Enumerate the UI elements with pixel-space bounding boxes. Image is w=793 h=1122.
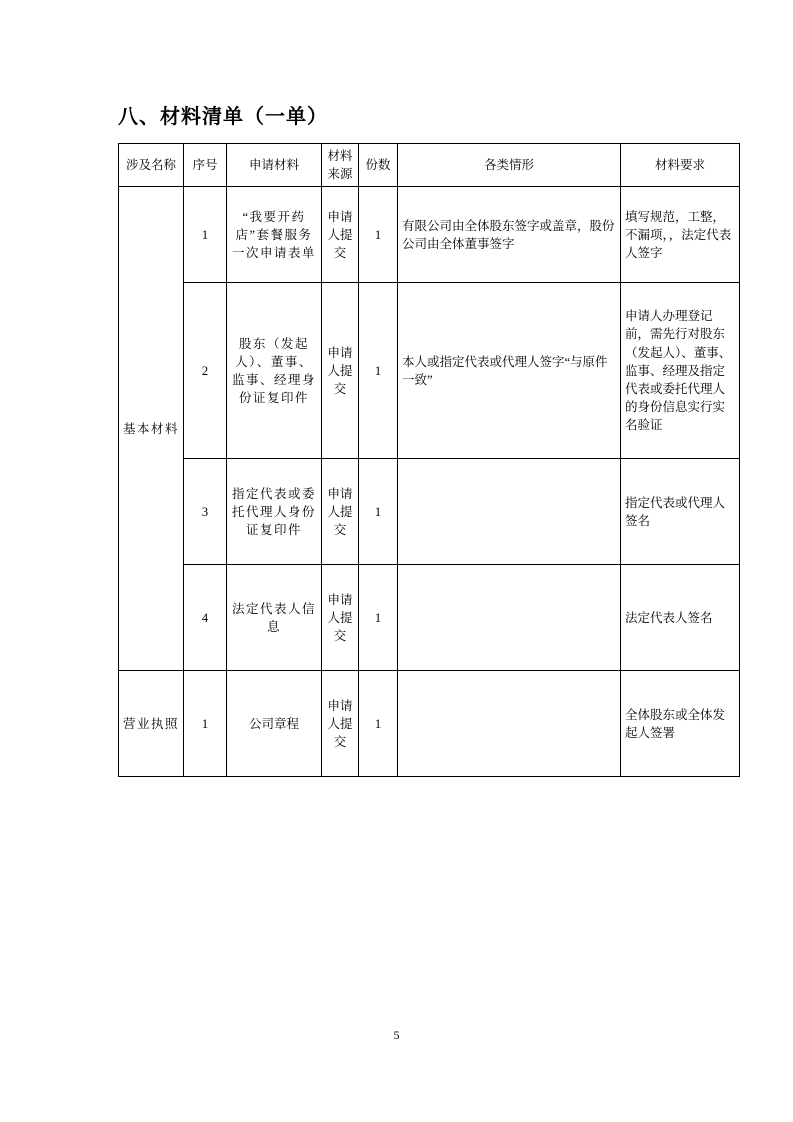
- material-list-table: [118, 143, 740, 777]
- row-cases: [398, 459, 621, 565]
- table-row: [119, 671, 740, 777]
- table-header: [119, 144, 740, 187]
- row-source: 申请人提交: [322, 671, 359, 777]
- column-header-name: 涉及名称: [119, 144, 184, 187]
- row-requirement: 全体股东或全体发起人签署: [621, 671, 740, 777]
- row-cases: [398, 565, 621, 671]
- row-cases: 本人或指定代表或代理人签字“与原件一致”: [398, 283, 621, 459]
- page-number: 5: [393, 1028, 400, 1042]
- table-row: [119, 187, 740, 283]
- column-header-cases: 各类情形: [398, 144, 621, 187]
- group-name-cell: 营业执照: [119, 671, 184, 777]
- row-requirement: 法定代表人签名: [621, 565, 740, 671]
- row-source: 申请人提交: [322, 187, 359, 283]
- row-count: 1: [359, 671, 398, 777]
- row-count: 1: [359, 283, 398, 459]
- table-row: [119, 283, 740, 459]
- row-material: 法定代表人信息: [227, 565, 322, 671]
- table-row: [119, 565, 740, 671]
- row-cases: [398, 671, 621, 777]
- column-header-source: 材料来源: [322, 144, 359, 187]
- row-cases: 有限公司由全体股东签字或盖章，股份公司由全体董事签字: [398, 187, 621, 283]
- row-count: 1: [359, 459, 398, 565]
- row-seq: 4: [184, 565, 227, 671]
- column-header-requirement: 材料要求: [621, 144, 740, 187]
- row-count: 1: [359, 187, 398, 283]
- column-header-seq: 序号: [184, 144, 227, 187]
- table-header-row: [119, 144, 740, 187]
- row-requirement: 指定代表或代理人签名: [621, 459, 740, 565]
- row-material: “我要开药店”套餐服务一次申请表单: [227, 187, 322, 283]
- group-name-cell: 基本材料: [119, 187, 184, 671]
- row-material: 指定代表或委托代理人身份证复印件: [227, 459, 322, 565]
- row-count: 1: [359, 565, 398, 671]
- row-source: 申请人提交: [322, 459, 359, 565]
- row-seq: 2: [184, 283, 227, 459]
- row-requirement: 申请人办理登记前，需先行对股东（发起人）、董事、监事、经理及指定代表或委托代理人的身份信息实行实名验证: [621, 283, 740, 459]
- row-source: 申请人提交: [322, 565, 359, 671]
- row-material: 公司章程: [227, 671, 322, 777]
- column-header-count: 份数: [359, 144, 398, 187]
- row-seq: 1: [184, 671, 227, 777]
- row-seq: 3: [184, 459, 227, 565]
- row-material: 股东（发起人）、董事、监事、经理身份证复印件: [227, 283, 322, 459]
- row-requirement: 填写规范，工整，不漏项，，法定代表人签字: [621, 187, 740, 283]
- table-row: [119, 459, 740, 565]
- row-source: 申请人提交: [322, 283, 359, 459]
- row-seq: 1: [184, 187, 227, 283]
- column-header-material: 申请材料: [227, 144, 322, 187]
- table-body: [119, 187, 740, 777]
- page-title: 八、材料清单（一单）: [118, 106, 328, 128]
